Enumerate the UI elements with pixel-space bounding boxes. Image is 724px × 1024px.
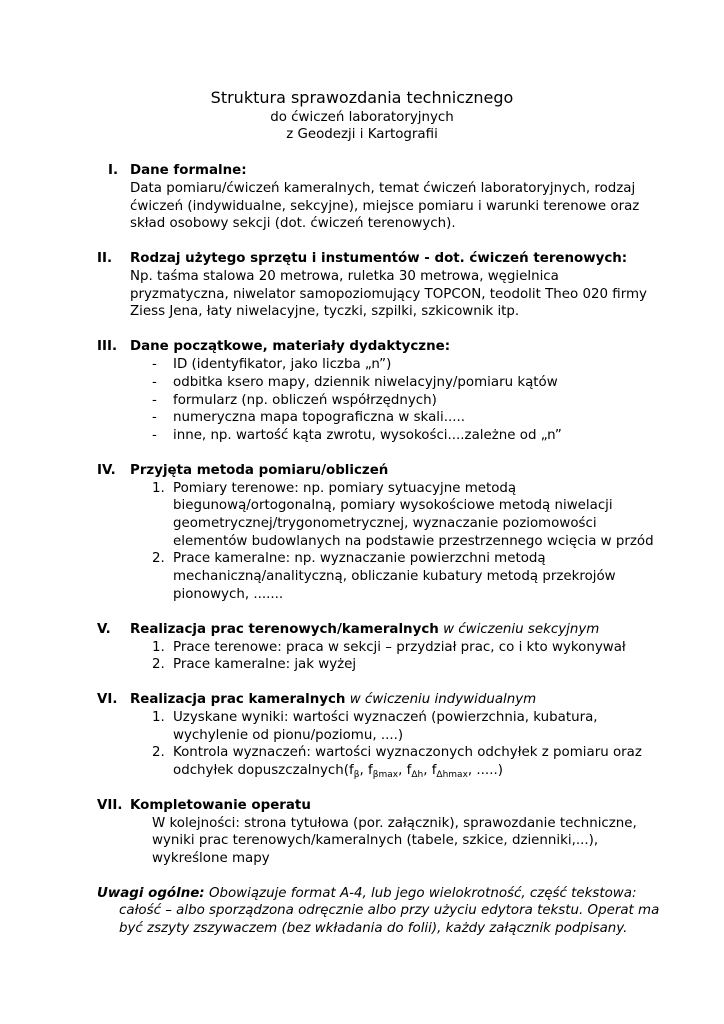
section-4-heading: Przyjęta metoda pomiaru/obliczeń (130, 463, 389, 478)
list-item-continuation (173, 762, 503, 780)
list-item: odbitka ksero mapy, dziennik niwelacyjny/pomiaru kątów (173, 375, 558, 390)
list-bullet: - (152, 357, 157, 372)
section-3-numeral: III. (97, 339, 118, 354)
subscript: βmax (372, 770, 399, 780)
list-item: Uzyskane wyniki: wartości wyznaczeń (powierzchnia, kubatura, (173, 710, 598, 725)
section-4-numeral: IV. (97, 463, 116, 478)
subscript: Δh (411, 770, 424, 780)
section-1-text-line: skład osobowy sekcji (dot. ćwiczeń terenowych). (130, 216, 456, 231)
list-item: Prace kameralne: np. wyznaczanie powierzchni metodą (173, 551, 546, 566)
list-item-continuation: mechaniczną/analityczną, obliczanie kubatury metodą przekrojów (173, 569, 616, 584)
remarks-text: być zszyty zszywaczem (bez wkładania do folii), każdy załącznik podpisany. (119, 921, 628, 936)
section-5-numeral: V. (97, 622, 111, 637)
list-number: 2. (152, 745, 165, 760)
section-7-numeral: VII. (97, 798, 123, 813)
section-2-numeral: II. (97, 251, 113, 266)
list-item: Prace terenowe: praca w sekcji – przydział prac, co i kto wykonywał (173, 640, 626, 655)
list-number: 2. (152, 657, 165, 672)
formula-prefix: odchyłek dopuszczalnych(f (173, 763, 354, 778)
section-7-text-line: W kolejności: strona tytułowa (por. załącznik), sprawozdanie techniczne, (152, 816, 637, 831)
section-1-text-line: Data pomiaru/ćwiczeń kameralnych, temat ćwiczeń laboratoryjnych, rodzaj (130, 181, 636, 196)
section-7-heading: Kompletowanie operatu (130, 798, 311, 813)
formula-separator: , f (398, 763, 412, 778)
formula-suffix: , .....) (467, 763, 503, 778)
document-subtitle-2: z Geodezji i Kartografii (286, 127, 438, 142)
formula-separator: , f (359, 763, 373, 778)
list-bullet: - (152, 410, 157, 425)
list-number: 1. (152, 710, 165, 725)
section-5-heading: Realizacja prac terenowych/kameralnych (130, 622, 439, 637)
list-item-continuation: geometrycznej/trygonometrycznej, wyznaczanie poziomowości (173, 516, 597, 531)
list-bullet: - (152, 393, 157, 408)
remarks-text: Obowiązuje format A-4, lub jego wielokrotność, część tekstowa: (208, 886, 637, 901)
list-bullet: - (152, 428, 157, 443)
document-subtitle: do ćwiczeń laboratoryjnych (270, 110, 454, 125)
section-2-heading: Rodzaj użytego sprzętu i instumentów - dot. ćwiczeń terenowych: (130, 251, 628, 266)
remarks-line (97, 885, 636, 903)
section-7-text-line: wykreślone mapy (152, 851, 270, 866)
list-item-continuation: pionowych, ....... (173, 587, 284, 602)
remarks-label: Uwagi ogólne: (97, 886, 205, 901)
subscript: Δhmax (436, 770, 468, 780)
document-title: Struktura sprawozdania technicznego (210, 88, 514, 107)
section-5-heading-note: w ćwiczeniu sekcyjnym (443, 622, 600, 637)
remarks-text: całość – albo sporządzona odręcznie albo przy użyciu edytora tekstu. Operat ma (119, 903, 660, 918)
list-item: inne, np. wartość kąta zwrotu, wysokości....zależne od „n” (173, 428, 562, 443)
list-item: Prace kameralne: jak wyżej (173, 657, 357, 672)
section-6-heading: Realizacja prac kameralnych (130, 692, 346, 707)
section-1-text-line: ćwiczeń (indywidualne, sekcyjne), miejsce pomiaru i warunki terenowe oraz (130, 199, 640, 214)
section-7-text-line: wyniki prac terenowych/kameralnych (tabele, szkice, dzienniki,...), (152, 833, 599, 848)
section-3-heading: Dane początkowe, materiały dydaktyczne: (130, 339, 451, 354)
section-6-heading-note: w ćwiczeniu indywidualnym (349, 692, 537, 707)
list-item: numeryczna mapa topograficzna w skali..... (173, 410, 465, 425)
list-item: Pomiary terenowe: np. pomiary sytuacyjne metodą (173, 481, 517, 496)
section-6-numeral: VI. (97, 692, 118, 707)
section-2-text-line: Ziess Jena, łaty niwelacyjne, tyczki, szpilki, szkicownik itp. (130, 304, 520, 319)
list-item-continuation: elementów budowlanych na podstawie przestrzennego wcięcia w przód (173, 534, 654, 549)
list-item: Kontrola wyznaczeń: wartości wyznaczonych odchyłek z pomiaru oraz (173, 745, 642, 760)
section-2-text-line: pryzmatyczna, niwelator samopoziomujący TOPCON, teodolit Theo 020 firmy (130, 287, 647, 302)
list-number: 1. (152, 640, 165, 655)
list-item: formularz (np. obliczeń współrzędnych) (173, 393, 437, 408)
subscript: β (353, 770, 360, 780)
formula-separator: , f (423, 763, 437, 778)
list-number: 2. (152, 551, 165, 566)
list-number: 1. (152, 481, 165, 496)
list-item-continuation: wychylenie od pionu/poziomu, ....) (173, 728, 404, 743)
list-item-continuation: biegunową/ortogonalną, pomiary wysokościowe metodą niwelacji (173, 498, 613, 513)
section-2-text-line: Np. taśma stalowa 20 metrowa, ruletka 30 metrowa, węgielnica (130, 269, 559, 284)
section-6-heading-line (130, 691, 536, 709)
section-1-numeral: I. (108, 163, 119, 178)
section-5-heading-line (130, 621, 599, 639)
list-item: ID (identyfikator, jako liczba „n”) (173, 357, 392, 372)
list-bullet: - (152, 375, 157, 390)
section-1-heading: Dane formalne: (130, 163, 247, 178)
